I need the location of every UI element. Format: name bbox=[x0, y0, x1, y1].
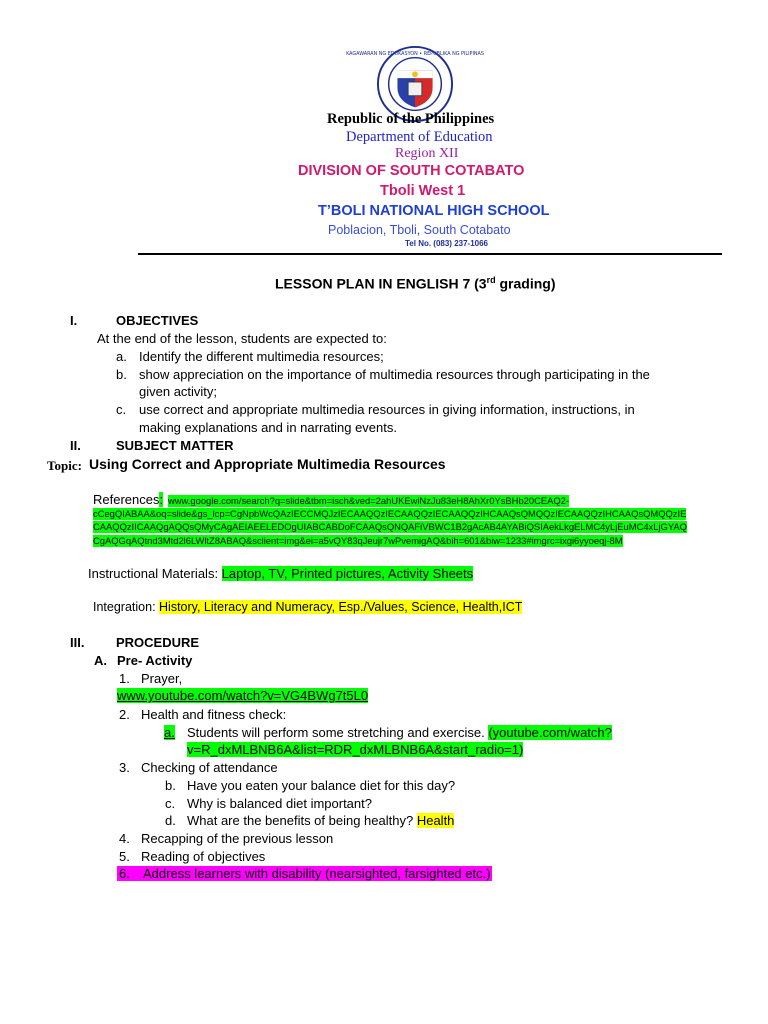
step-prayer: Prayer, bbox=[141, 671, 183, 686]
step-reading-objectives: Reading of objectives bbox=[141, 849, 266, 864]
health-tag: Health bbox=[416, 813, 455, 828]
exercise-step bbox=[187, 725, 612, 740]
reference-link-line[interactable]: cCegQIABAA&oq=slide&gs_lcp=CgNpbWcQAzIECCMQJzIECAAQQzIECAAQQzIECAAQQzIHCAAQsQMQQzIECAAQQzIHCAAQsQMQQzIE bbox=[93, 508, 687, 519]
topic-title: Using Correct and Appropriate Multimedia Resources bbox=[89, 456, 446, 472]
references-colon: : bbox=[159, 492, 164, 507]
procedure-heading: PROCEDURE bbox=[116, 635, 200, 650]
title-end: grading) bbox=[495, 275, 556, 292]
instructional-materials bbox=[88, 566, 473, 581]
objectives-heading: OBJECTIVES bbox=[116, 313, 199, 328]
step-number: 1. bbox=[119, 671, 130, 686]
step-number: 2. bbox=[119, 707, 130, 722]
exercise-text: Students will perform some stretching and exercise. bbox=[187, 725, 489, 740]
republic-line: Republic of the Philippines bbox=[327, 111, 495, 127]
school-address: Poblacion, Tboli, South Cotabato bbox=[328, 223, 511, 237]
school-name: T’BOLI NATIONAL HIGH SCHOOL bbox=[318, 203, 550, 219]
step-number: 4. bbox=[119, 831, 130, 846]
references-label bbox=[93, 492, 163, 507]
lesson-title bbox=[275, 275, 555, 292]
procedure-numeral: III. bbox=[70, 635, 85, 650]
question-balanced-diet: Have you eaten your balance diet for this day? bbox=[187, 778, 456, 793]
region-line: Region XII bbox=[395, 146, 459, 161]
department-line: Department of Education bbox=[346, 129, 493, 145]
objective-letter: a. bbox=[116, 349, 127, 364]
objective-text-continued: given activity; bbox=[139, 384, 218, 399]
step-number: 5. bbox=[119, 849, 130, 864]
materials-label: Instructional Materials: bbox=[88, 566, 222, 581]
pre-activity-heading: Pre- Activity bbox=[117, 653, 193, 668]
references-label-text: References bbox=[93, 492, 160, 507]
objective-letter: c. bbox=[116, 402, 127, 417]
district-line: Tboli West 1 bbox=[380, 183, 466, 199]
title-main: LESSON PLAN IN ENGLISH 7 (3 bbox=[275, 275, 487, 292]
seal-text: KAGAWARAN NG EDUKASYON • REPUBLIKA NG PILIPINAS bbox=[346, 50, 484, 57]
pre-activity-letter: A. bbox=[94, 653, 107, 668]
question-diet-importance: Why is balanced diet important? bbox=[187, 796, 372, 811]
sub-step-letter: c. bbox=[165, 796, 176, 811]
step-health-check: Health and fitness check: bbox=[141, 707, 287, 722]
topic-label: Topic: bbox=[47, 458, 82, 473]
subject-matter-heading: SUBJECT MATTER bbox=[116, 438, 234, 453]
objective-text: use correct and appropriate multimedia resources in giving information, instructions, in bbox=[139, 402, 635, 417]
telephone: Tel No. (083) 237-1066 bbox=[405, 239, 489, 248]
question-benefits bbox=[187, 813, 454, 828]
materials-value: Laptop, TV, Printed pictures, Activity Sheets bbox=[221, 566, 474, 581]
integration-value: History, Literacy and Numeracy, Esp./Values, Science, Health,ICT bbox=[159, 600, 523, 614]
step-number: 6. bbox=[119, 866, 130, 881]
step-number: 3. bbox=[119, 760, 130, 775]
reference-link-line[interactable]: www.google.com/search?q=slide&tbm=isch&ved=2ahUKEwiNzJu83eH8AhXr0YsBHb20CEAQ2- bbox=[168, 495, 569, 506]
step-disability-text: Address learners with disability (nearsighted, farsighted etc.) bbox=[143, 866, 491, 881]
objectives-intro: At the end of the lesson, students are expected to: bbox=[97, 331, 387, 346]
division-line: DIVISION OF SOUTH COTABATO bbox=[298, 163, 525, 179]
objective-text: Identify the different multimedia resources; bbox=[139, 349, 384, 364]
sub-step-letter: b. bbox=[165, 778, 176, 793]
objectives-numeral: I. bbox=[70, 313, 78, 328]
step-attendance: Checking of attendance bbox=[141, 760, 278, 775]
sub-step-letter: a. bbox=[164, 725, 175, 740]
exercise-video-link-continued[interactable]: v=R_dxMLBNB6A&list=RDR_dxMLBNB6A&start_radio=1) bbox=[187, 742, 524, 757]
subject-matter-numeral: II. bbox=[70, 438, 81, 453]
title-superscript: rd bbox=[486, 275, 496, 285]
question-benefits-text: What are the benefits of being healthy? bbox=[187, 813, 417, 828]
integration-label: Integration: bbox=[93, 600, 160, 614]
reference-link-line[interactable]: CgAQGqAQtnd3Mtd2l6LWltZ8ABAQ&sclient=img&ei=a5vQY83qJeujr7wPvemigAQ&bih=601&biw=1233#imgrc=ixgi6yyoeqj-8M bbox=[93, 535, 623, 546]
objective-letter: b. bbox=[116, 367, 127, 382]
step-recap: Recapping of the previous lesson bbox=[141, 831, 334, 846]
reference-link-line[interactable]: CAAQQzIICAAQgAQQsQMyCAgAEIAEELEDOgUIABCABDoFCAAQsQNQAFiVBWC1B2gAcAB4AYABiQSIAekLkgELMC4yLjEuMC4xLjGYAQ bbox=[93, 521, 687, 532]
step-disability bbox=[117, 866, 492, 881]
prayer-video-link[interactable]: www.youtube.com/watch?v=VG4BWg7t5L0 bbox=[117, 688, 369, 703]
integration bbox=[93, 600, 522, 614]
objective-text-continued: making explanations and in narrating events. bbox=[139, 420, 397, 435]
header-divider bbox=[138, 253, 722, 255]
objective-text: show appreciation on the importance of multimedia resources through participating in the bbox=[139, 367, 650, 382]
sub-step-letter: d. bbox=[165, 813, 176, 828]
exercise-video-link[interactable]: (youtube.com/watch? bbox=[488, 725, 612, 740]
